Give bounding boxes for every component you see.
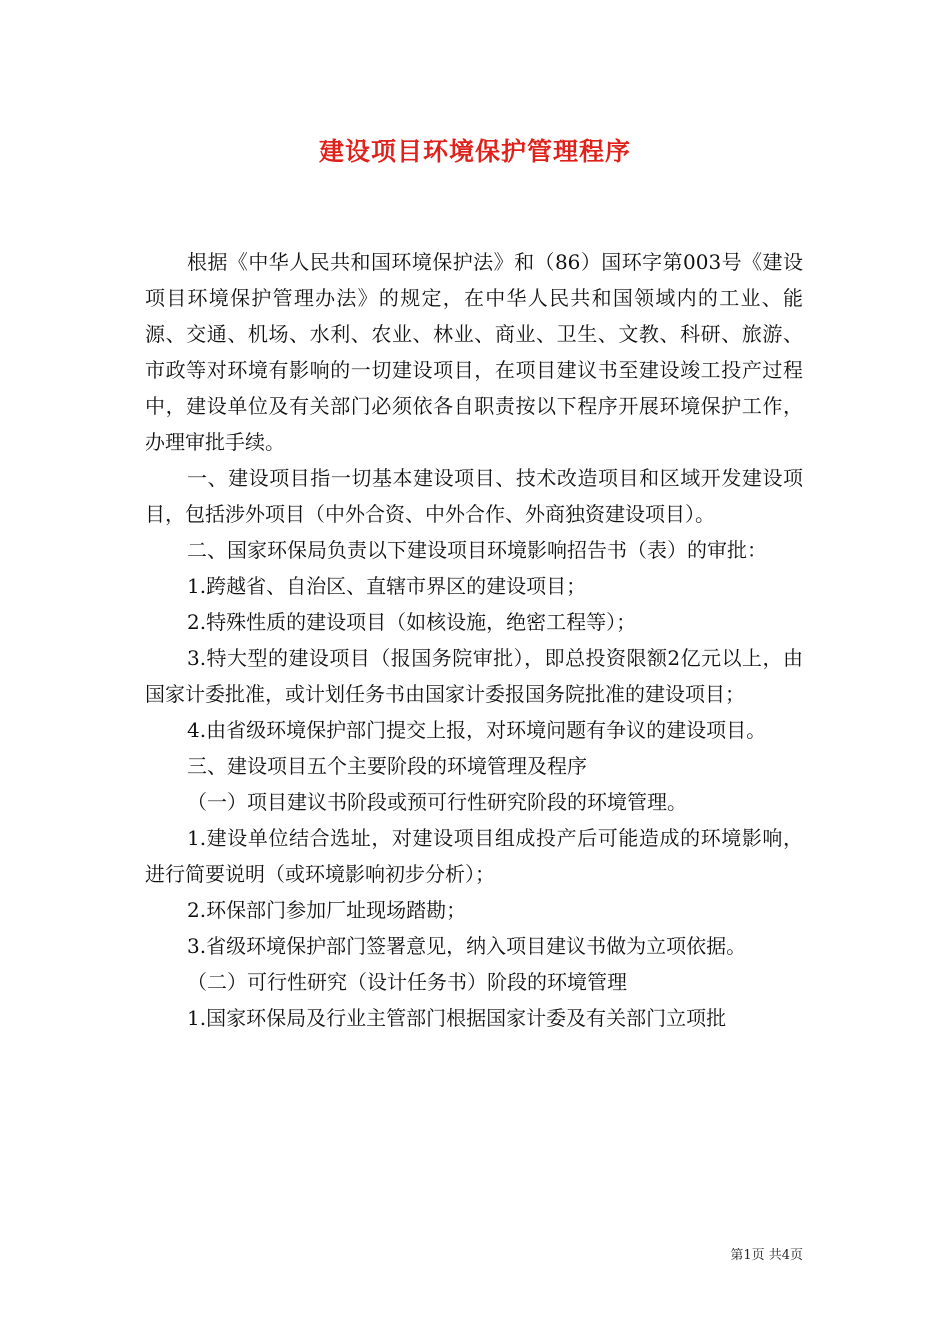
paragraph: 3.省级环境保护部门签署意见，纳入项目建议书做为立项依据。: [187, 934, 747, 958]
paragraph: 二、国家环保局负责以下建设项目环境影响招告书（表）的审批：: [187, 538, 767, 562]
paragraph: 一、建设项目指一切基本建设项目、技术改造项目和区域开发建设项目，包括涉外项目（中外合资、中外合作、外商独资建设项目）。: [145, 466, 803, 526]
paragraph: 三、建设项目五个主要阶段的环境管理及程序: [187, 754, 587, 778]
paragraph: 2.特殊性质的建设项目（如核设施，绝密工程等）；: [187, 610, 637, 634]
document-body: [145, 244, 803, 1036]
paragraph: （一）项目建议书阶段或预可行性研究阶段的环境管理。: [187, 790, 687, 814]
paragraph: 1.跨越省、自治区、直辖市界区的建设项目；: [187, 574, 587, 598]
paragraph: （二）可行性研究（设计任务书）阶段的环境管理: [187, 970, 627, 994]
paragraph: 1.建设单位结合选址，对建设项目组成投产后可能造成的环境影响，进行简要说明（或环境影响初步分析）；: [145, 826, 803, 886]
paragraph: 根据《中华人民共和国环境保护法》和（86）国环字第003号《建设项目环境保护管理办法》的规定，在中华人民共和国领域内的工业、能源、交通、机场、水利、农业、林业、商业、卫生、文教、科研、旅游、市政等对环境有影响的一切建设项目，在项目建议书至建设竣工投产过程中，建设单位及有关部门必须依各自职责按以下程序开展环境保护工作，办理审批手续。: [145, 250, 803, 454]
paragraph: 1.国家环保局及行业主管部门根据国家计委及有关部门立项批: [187, 1006, 727, 1030]
page-number: 第1页 共4页: [730, 1248, 803, 1263]
paragraph: 4.由省级环境保护部门提交上报，对环境问题有争议的建设项目。: [187, 718, 767, 742]
document-title: 建设项目环境保护管理程序: [318, 137, 631, 166]
paragraph: 3.特大型的建设项目（报国务院审批），即总投资限额2亿元以上，由国家计委批准，或计划任务书由国家计委报国务院批准的建设项目；: [145, 646, 803, 706]
paragraph: 2.环保部门参加厂址现场踏勘；: [187, 898, 467, 922]
